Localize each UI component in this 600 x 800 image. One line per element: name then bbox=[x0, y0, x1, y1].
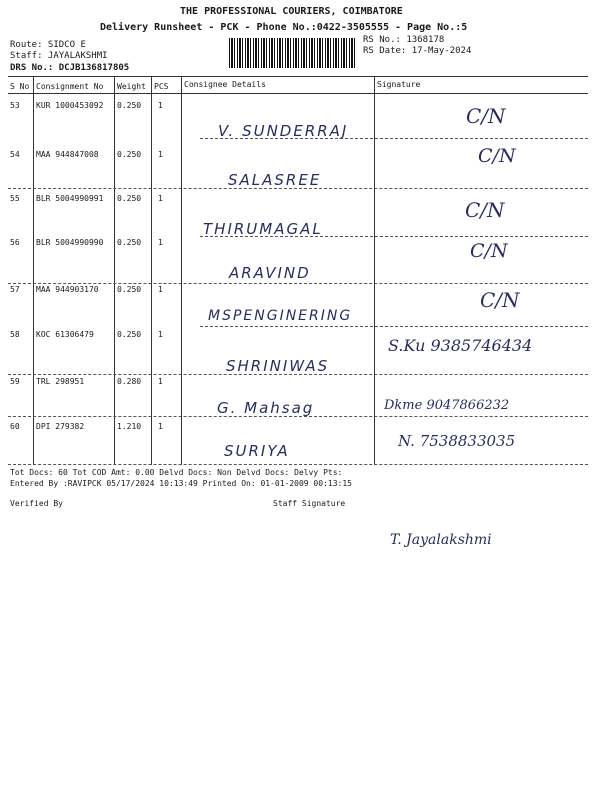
signature: N. 7538833035 bbox=[398, 432, 516, 450]
col-divider bbox=[374, 76, 375, 465]
staff-label: Staff: JAYALAKSHMI bbox=[10, 51, 108, 61]
consignee-handwritten: SALASREE bbox=[228, 171, 322, 189]
signature: S.Ku 9385746434 bbox=[388, 336, 533, 355]
col-divider bbox=[33, 76, 34, 465]
row-divider bbox=[200, 326, 588, 327]
signature: C/N bbox=[480, 288, 520, 312]
serial-number: 55 bbox=[10, 194, 20, 203]
table-top-border bbox=[8, 76, 588, 77]
consignment-number: KOC 61306479 bbox=[36, 330, 94, 339]
staff-handwritten-signature: T. Jayalakshmi bbox=[390, 532, 492, 548]
serial-number: 58 bbox=[10, 330, 20, 339]
consignment-number: BLR 5004990991 bbox=[36, 194, 104, 203]
table-header-border bbox=[8, 93, 588, 94]
signature: C/N bbox=[478, 145, 516, 167]
weight: 0.250 bbox=[117, 330, 142, 339]
rs-number: RS No.: 1368178 bbox=[363, 35, 445, 45]
row-divider bbox=[8, 283, 588, 284]
signature: Dkme 9047866232 bbox=[384, 398, 510, 413]
consignee-handwritten: MSPENGINERING bbox=[208, 308, 353, 324]
col-divider bbox=[151, 76, 152, 465]
runsheet-title: Delivery Runsheet - PCK - Phone No.:0422-3505555 - Page No.:5 bbox=[100, 22, 468, 33]
consignment-number: KUR 1000453092 bbox=[36, 101, 104, 110]
signature: C/N bbox=[470, 240, 508, 262]
weight: 0.250 bbox=[117, 150, 142, 159]
pieces: 1 bbox=[158, 330, 163, 339]
pieces: 1 bbox=[158, 422, 163, 431]
entered-printed-info: Entered By :RAVIPCK 05/17/2024 10:13:49 Printed On: 01-01-2009 00:13:15 bbox=[10, 479, 352, 488]
pieces: 1 bbox=[158, 194, 163, 203]
pieces: 1 bbox=[158, 377, 163, 386]
consignee-handwritten: V. SUNDERRAJ bbox=[218, 122, 349, 140]
consignment-number: DPI 279382 bbox=[36, 422, 85, 431]
pieces: 1 bbox=[158, 150, 163, 159]
column-header: Consignment No bbox=[36, 82, 104, 91]
col-divider bbox=[181, 76, 182, 465]
company-name: THE PROFESSIONAL COURIERS, COIMBATORE bbox=[180, 6, 403, 17]
column-header: Signature bbox=[377, 80, 421, 89]
serial-number: 59 bbox=[10, 377, 20, 386]
serial-number: 53 bbox=[10, 101, 20, 110]
consignment-number: MAA 944847008 bbox=[36, 150, 99, 159]
signature: C/N bbox=[466, 104, 506, 128]
serial-number: 60 bbox=[10, 422, 20, 431]
weight: 1.210 bbox=[117, 422, 142, 431]
column-header: Consignee Details bbox=[184, 80, 266, 89]
consignee-handwritten: G. Mahsag bbox=[217, 399, 315, 417]
column-header: PCS bbox=[154, 82, 169, 91]
totals-summary: Tot Docs: 60 Tot COD Amt: 0.00 Delvd Docs: Non Delvd Docs: Delvy Pts: bbox=[10, 468, 343, 477]
consignment-number: MAA 944903170 bbox=[36, 285, 99, 294]
consignee-handwritten: SHRINIWAS bbox=[226, 357, 330, 375]
row-divider bbox=[8, 374, 588, 375]
row-divider bbox=[200, 236, 588, 237]
column-header: Weight bbox=[117, 82, 146, 91]
weight: 0.250 bbox=[117, 285, 142, 294]
row-divider bbox=[8, 188, 588, 189]
pieces: 1 bbox=[158, 101, 163, 110]
consignee-handwritten: ARAVIND bbox=[229, 264, 311, 282]
weight: 0.250 bbox=[117, 194, 142, 203]
weight: 0.280 bbox=[117, 377, 142, 386]
pieces: 1 bbox=[158, 285, 163, 294]
serial-number: 57 bbox=[10, 285, 20, 294]
weight: 0.250 bbox=[117, 101, 142, 110]
consignment-number: TRL 298951 bbox=[36, 377, 85, 386]
serial-number: 54 bbox=[10, 150, 20, 159]
drs-number: DRS No.: DCJB136817805 bbox=[10, 63, 130, 73]
table-bottom-border bbox=[8, 464, 588, 465]
col-divider bbox=[114, 76, 115, 465]
rs-date: RS Date: 17-May-2024 bbox=[363, 46, 472, 56]
barcode bbox=[229, 38, 357, 68]
row-divider bbox=[200, 138, 588, 139]
consignee-handwritten: THIRUMAGAL bbox=[203, 220, 323, 238]
staff-signature-label: Staff Signature bbox=[273, 499, 346, 508]
signature: C/N bbox=[465, 198, 505, 222]
row-divider bbox=[8, 416, 588, 417]
consignment-number: BLR 5004990990 bbox=[36, 238, 104, 247]
route-label: Route: SIDCO E bbox=[10, 40, 86, 50]
consignee-handwritten: SURIYA bbox=[224, 442, 290, 460]
verified-by-label: Verified By bbox=[10, 499, 63, 508]
column-header: S No bbox=[10, 82, 30, 91]
weight: 0.250 bbox=[117, 238, 142, 247]
pieces: 1 bbox=[158, 238, 163, 247]
serial-number: 56 bbox=[10, 238, 20, 247]
